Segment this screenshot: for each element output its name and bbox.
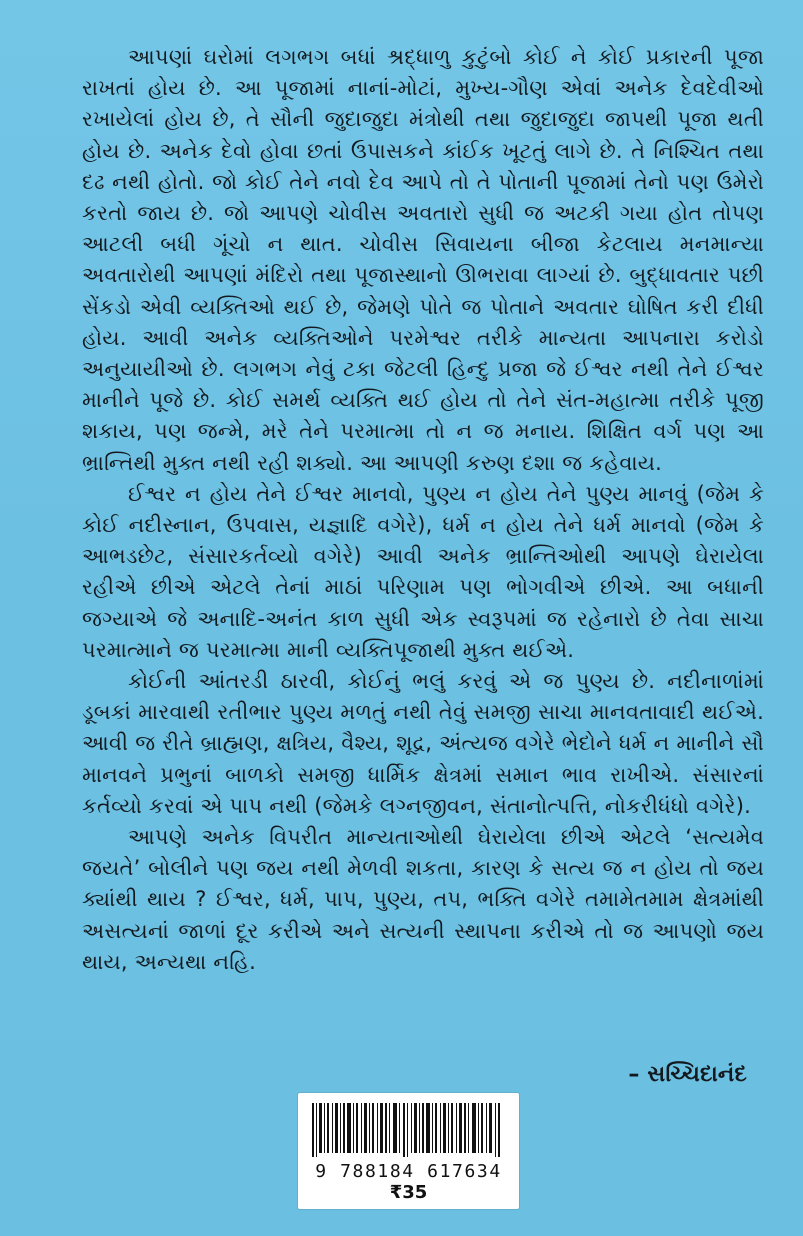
- barcode-label: [298, 1093, 519, 1209]
- paragraph-2: ઈશ્વર ન હોય તેને ઈશ્વર માનવો, પુણ્ય ન હોય તેને પુણ્ય માનવું (જેમ કે કોઈ નદીસ્નાન, ઉપવાસ, યજ્ઞાદિ વગેરે), ધર્મ ન હોય તેને ધર્મ માનવો (જેમ કે આભડછેટ, સંસારકર્તવ્યો વગેરે) આવી અનેક ભ્રાન્તિઓથી આપણે ઘેરાયેલા રહીએ છીએ એટલે તેનાં માઠાં પરિણામ પણ ભોગવીએ છીએ. આ બધાની જગ્યાએ જે અનાદિ-અનંત કાળ સુધી એક સ્વરૂપમાં જ રહેનારો છે તેવા સાચા પરમાત્માને જ પરમાત્મા માની વ્યક્તિપૂજાથી મુક્ત થઈએ.: [82, 481, 764, 662]
- paragraph-1: આપણાં ઘરોમાં લગભગ બધાં શ્રદ્ધાળુ કુટુંબો કોઈ ને કોઈ પ્રકારની પૂજા રાખતાં હોય છે. આ પૂજામાં નાનાં-મોટાં, મુખ્ય-ગૌણ એવાં અનેક દેવદેવીઓ રખાયેલાં હોય છે, તે સૌની જુદાજુદા મંત્રોથી તથા જુદાજુદા જાપથી પૂજા થતી હોય છે. અનેક દેવો હોવા છતાં ઉપાસકને કાંઈક ખૂટતું લાગે છે. તે નિશ્ચિત તથા દઢ નથી હોતો. જો કોઈ તેને નવો દેવ આપે તો તે પોતાની પૂજામાં તેનો પણ ઉમેરો કરતો જાય છે. જો આપણે ચોવીસ અવતારો સુધી જ અટકી ગયા હોત તોપણ આટલી બધી ગૂંચો ન થાત. ચોવીસ સિવાયના બીજા કેટલાય મનમાન્યા અવતારોથી આપણાં મંદિરો તથા પૂજાસ્થાનો ઊભરાવા લાગ્યાં છે. બુદ્ધાવતાર પછી સેંકડો એવી વ્યક્તિઓ થઈ છે, જેમણે પોતે જ પોતાને અવતાર ઘોષિત કરી દીધી હોય. આવી અનેક વ્યક્તિઓને પરમેશ્વર તરીકે માન્યતા આપનારા કરોડો અનુયાયીઓ છે. લગભગ નેવું ટકા જેટલી હિન્દુ પ્રજા જે ઈશ્વર નથી તેને ઈશ્વર માનીને પૂજે છે. કોઈ સમર્થ વ્યક્તિ થઈ હોય તો તેને સંત-મહાત્મા તરીકે પૂજી શકાય, પણ જન્મે, મરે તેને પરમાત્મા તો ન જ મનાય. શિક્ષિત વર્ગ પણ આ ભ્રાન્તિથી મુક્ત નથી રહી શક્યો. આ આપણી કરુણ દશા જ કહેવાય.: [82, 45, 764, 475]
- author-signature: – સચ્ચિદાનંદ: [628, 1062, 747, 1087]
- isbn-number: 9 788184 617634: [315, 1161, 502, 1182]
- barcode-bars: [308, 1103, 509, 1157]
- paragraph-3: કોઈની આંતરડી ઠારવી, કોઈનું ભલું કરવું એ જ પુણ્ય છે. નદીનાળાંમાં ડૂબકાં મારવાથી રતીભાર પુણ્ય મળતું નથી તેવું સમજી સાચા માનવતાવાદી થઈએ. આવી જ રીતે બ્રાહ્મણ, ક્ષત્રિય, વૈશ્ય, શૂદ્ર, અંત્યજ વગેરે ભેદોને ધર્મ ન માનીને સૌ માનવને પ્રભુનાં બાળકો સમજી ધાર્મિક ક્ષેત્રમાં સમાન ભાવ રાખીએ. સંસારનાં કર્તવ્યો કરવાં એ પાપ નથી (જેમકે લગ્નજીવન, સંતાનોત્પત્તિ, નોકરીધંધો વગેરે).: [82, 669, 764, 818]
- paragraph-4: આપણે અનેક વિપરીત માન્યતાઓથી ઘેરાયેલા છીએ એટલે ‘સત્યમેવ જયતે’ બોલીને પણ જય નથી મેળવી શકતા, કારણ કે સત્ય જ ન હોય તો જય ક્યાંથી થાય ? ઈશ્વર, ધર્મ, પાપ, પુણ્ય, તપ, ભક્તિ વગેરે તમામેતમામ ક્ષેત્રમાંથી અસત્યનાં જાળાં દૂર કરીએ અને સત્યની સ્થાપના કરીએ તો જ આપણો જય થાય, અન્યથા નહિ.: [82, 825, 764, 974]
- price-label: ₹35: [389, 1182, 428, 1203]
- body-text: [82, 42, 764, 978]
